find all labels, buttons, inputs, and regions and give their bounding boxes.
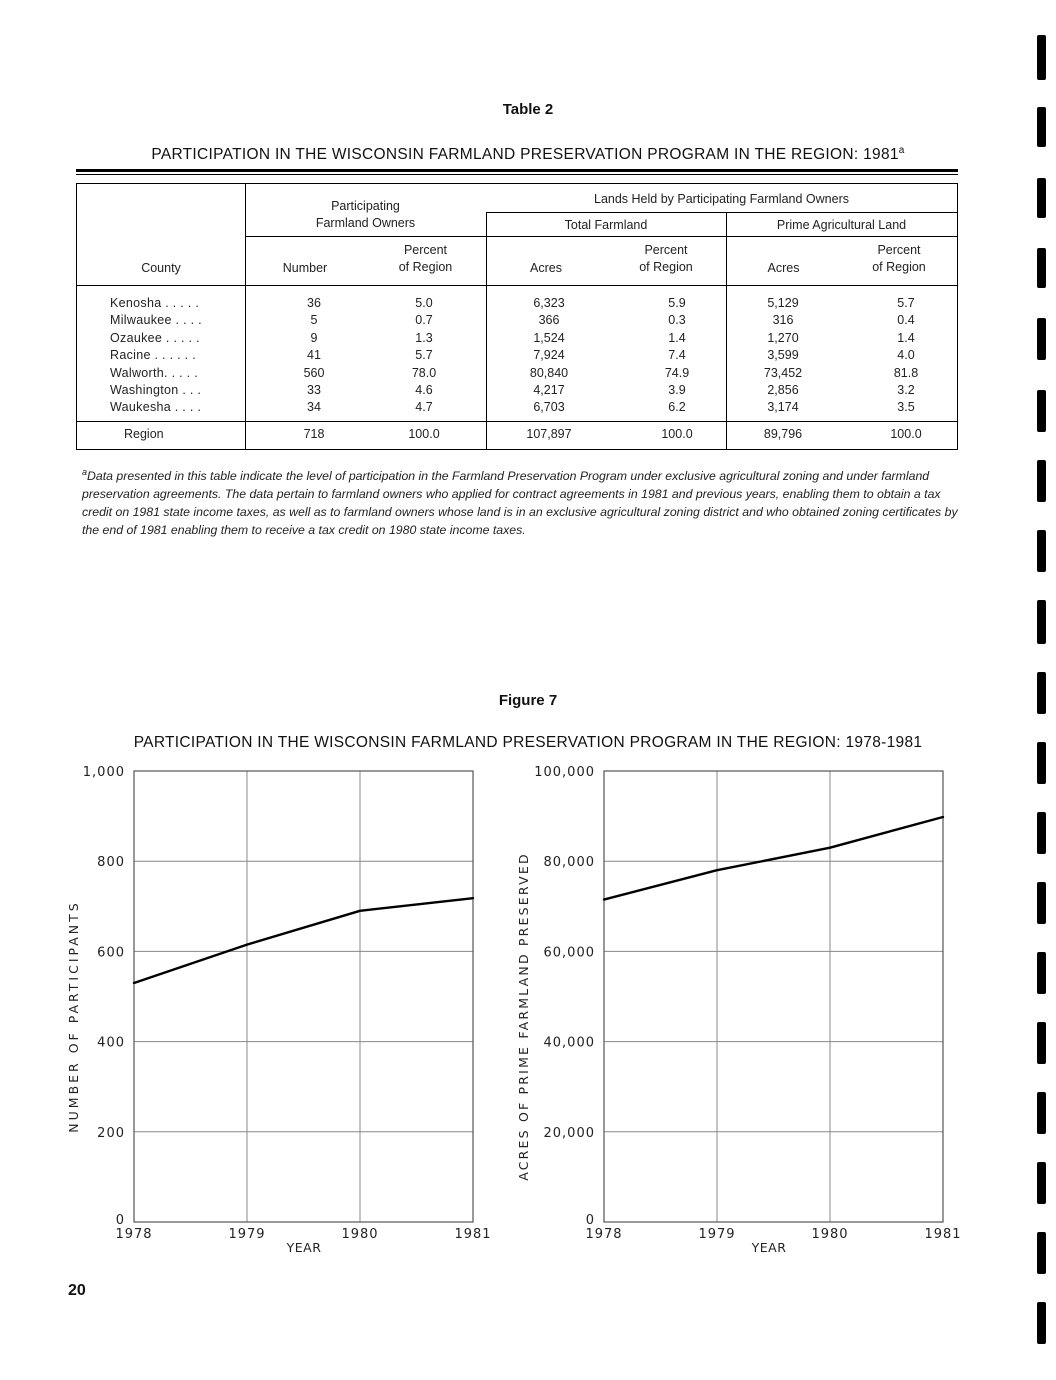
- y-tick-label: 0: [115, 1213, 125, 1228]
- prime-acres-column: 5,129 316 1,270 3,599 73,452 2,856 3,174: [763, 296, 803, 415]
- data-point: [942, 816, 944, 818]
- plot-frame: [134, 771, 473, 1222]
- binding-mark: [1037, 1162, 1046, 1204]
- header-prime-percent: Percent of Region: [872, 243, 926, 274]
- y-tick-label: 800: [97, 855, 125, 871]
- page-number: 20: [68, 1282, 86, 1299]
- x-tick-label: 1978: [585, 1227, 623, 1242]
- county-name: Ozaukee . . . . .: [110, 330, 200, 345]
- county-name: Washington . . .: [110, 383, 202, 398]
- y-tick-label: 20,000: [543, 1125, 595, 1141]
- x-tick-label: 1981: [924, 1227, 962, 1242]
- data-point: [472, 897, 474, 899]
- header-participating: Participating Farmland Owners: [315, 199, 416, 230]
- binding-mark: [1037, 460, 1046, 502]
- title-rule: [76, 169, 958, 172]
- header-total-acres: Acres: [530, 261, 562, 275]
- header-prime-land: Prime Agricultural Land: [776, 218, 907, 232]
- binding-mark: [1037, 35, 1046, 80]
- region-label: Region: [124, 427, 164, 441]
- total-percent-column: 5.9 0.3 1.4 7.4 74.9 3.9 6.2: [664, 296, 690, 415]
- region-prime-acres: 89,796: [763, 427, 803, 441]
- x-axis-label: YEAR: [286, 1240, 322, 1255]
- header-lands-held: Lands Held by Participating Farmland Owners: [594, 192, 849, 206]
- table-title: PARTICIPATION IN THE WISCONSIN FARMLAND PRESERVATION PROGRAM IN THE REGION: 1981$^a$: [151, 145, 905, 164]
- x-axis-label: YEAR: [751, 1240, 787, 1255]
- table-footnote: $^a$Data presented in this table indicate the level of participation in the Farmland Preservation Program under exclusive agricultural zoning and under farmland preservation agreements. The data pertain to farmland owners who applied for contract agreements in 1981 and previous years, enabling them to obtain a tax credit on 1981 state income taxes, as well as to farmland owners whose land is in an exclusive agricultural zoning district and who obtained zoning certificates by the end of 1981 enabling them to receive a tax credit on 1980 state income taxes.: [82, 467, 958, 538]
- county-name: Waukesha . . . .: [110, 400, 202, 415]
- y-tick-label: 400: [97, 1035, 125, 1051]
- binding-mark: [1037, 178, 1046, 218]
- binding-mark: [1037, 1302, 1046, 1344]
- y-tick-label: 0: [585, 1213, 595, 1228]
- region-prime-percent: 100.0: [890, 427, 922, 441]
- y-tick-label: 40,000: [543, 1035, 595, 1051]
- title-rule-thin: [76, 174, 958, 175]
- y-axis-label: ACRES OF PRIME FARMLAND PRESERVED: [516, 852, 531, 1181]
- y-tick-label: 60,000: [543, 945, 595, 961]
- x-tick-label: 1980: [811, 1227, 849, 1242]
- header-prime-acres: Acres: [767, 261, 800, 275]
- x-tick-label: 1981: [454, 1227, 492, 1242]
- binding-mark: [1037, 318, 1046, 360]
- y-tick-label: 600: [97, 945, 125, 961]
- y-tick-label: 1,000: [82, 765, 125, 780]
- figure-label: Figure 7: [498, 692, 558, 709]
- county-name: Milwaukee . . . .: [110, 313, 202, 328]
- y-tick-label: 200: [97, 1125, 125, 1141]
- region-total-percent: 100.0: [661, 427, 693, 441]
- header-number: Number: [282, 261, 328, 275]
- figure-7-charts: [0, 755, 1000, 1275]
- x-tick-label: 1979: [228, 1227, 266, 1242]
- binding-mark: [1037, 530, 1046, 572]
- participation-table: [76, 183, 958, 450]
- figure-title: PARTICIPATION IN THE WISCONSIN FARMLAND PRESERVATION PROGRAM IN THE REGION: 1978-1981: [133, 734, 923, 751]
- footnote-mark: a: [898, 145, 905, 156]
- data-point: [603, 898, 605, 900]
- data-point: [359, 910, 361, 912]
- x-tick-label: 1980: [341, 1227, 379, 1242]
- prime-percent-column: 5.7 0.4 1.4 4.0 81.8 3.2 3.5: [893, 296, 919, 415]
- y-tick-label: 100,000: [534, 765, 595, 780]
- data-point: [133, 982, 135, 984]
- table-label: Table 2: [502, 101, 554, 118]
- y-tick-label: 80,000: [543, 855, 595, 871]
- binding-mark: [1037, 1092, 1046, 1134]
- region-number: 718: [303, 427, 325, 441]
- binding-mark: [1037, 1022, 1046, 1064]
- number-percent-column: 5.0 0.7 1.3 5.7 78.0 4.6 4.7: [411, 296, 437, 415]
- region-number-percent: 100.0: [408, 427, 440, 441]
- data-point: [716, 869, 718, 871]
- binding-mark: [1037, 952, 1046, 994]
- header-total-percent: Percent of Region: [639, 243, 693, 274]
- series-line: [134, 898, 473, 983]
- total-acres-column: 6,323 366 1,524 7,924 80,840 4,217 6,703: [529, 296, 569, 415]
- header-number-percent: Percent of Region: [398, 243, 453, 274]
- x-tick-label: 1979: [698, 1227, 736, 1242]
- region-total-acres: 107,897: [526, 427, 572, 441]
- county-name: Racine . . . . . .: [110, 348, 196, 363]
- y-axis-label: NUMBER OF PARTICIPANTS: [66, 900, 81, 1133]
- x-tick-label: 1978: [115, 1227, 153, 1242]
- header-county: County: [141, 261, 181, 275]
- binding-mark: [1037, 882, 1046, 924]
- binding-mark: [1037, 390, 1046, 432]
- county-name: Kenosha . . . . .: [110, 296, 200, 310]
- binding-mark: [1037, 600, 1046, 644]
- data-point: [829, 846, 831, 848]
- number-column: 36 5 9 41 560 33 34: [303, 296, 325, 415]
- data-point: [246, 943, 248, 945]
- county-name: Walworth. . . . .: [110, 365, 198, 380]
- binding-mark: [1037, 812, 1046, 854]
- series-line: [604, 817, 943, 900]
- binding-mark: [1037, 1232, 1046, 1274]
- plot-frame: [604, 771, 943, 1222]
- binding-mark: [1037, 248, 1046, 288]
- header-total-farmland: Total Farmland: [564, 218, 648, 232]
- county-column: [110, 295, 245, 417]
